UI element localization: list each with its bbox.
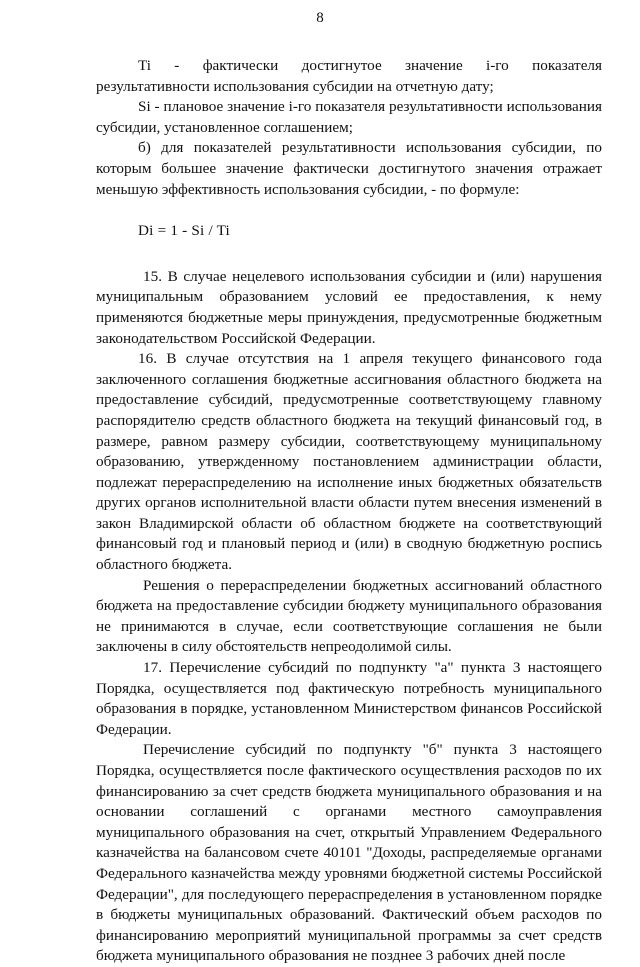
paragraph-ti-definition: Ti - фактически достигнутое значение i-го показателя результативности использования субсидии на отчетную дату; bbox=[96, 57, 602, 95]
paragraph-16-decisions: Решения о перераспределении бюджетных ассигнований областного бюджета на предоставление субсидии бюджету муниципального образования не принимаются в случае, если соответствующие соглашения не были заключены в силу обстоятельств непреодолимой силы. bbox=[96, 576, 602, 656]
paragraph-16: 16. В случае отсутствия на 1 апреля текущего финансового года заключенного соглашения бюджетные ассигнования областного бюджета на предоставление субсидий, предусмотренные соответствующему главному распорядителю средств областного бюджета на текущий финансовый год, в размере, равном размеру субсидии, соответствующему муниципальному образованию, утвержденному постановлением администрации области, подлежат перераспределению на исполнение иных бюджетных обязательств других органов исполнительной власти области путем внесения изменений в закон Владимирской области об областном бюджете на соответствующий финансовый год и плановый период и (или) в сводную бюджетную роспись областного бюджета. bbox=[96, 350, 602, 574]
document-body bbox=[96, 56, 602, 967]
formula-di: Di = 1 - Si / Ti bbox=[138, 222, 230, 240]
paragraph-17: 17. Перечисление субсидий по подпункту "а" пункта 3 настоящего Порядка, осуществляется под фактическую потребность муниципального образования в порядке, установленном Министерством финансов Российской Федерации. bbox=[96, 659, 602, 738]
paragraph-si-definition: Si - плановое значение i-го показателя результативности использования субсидии, установленное соглашением; bbox=[96, 98, 602, 136]
paragraph-15: 15. В случае нецелевого использования субсидии и (или) нарушения муниципальным образованием условий ее предоставления, к нему применяются бюджетные меры принуждения, предусмотренные бюджетным законодательством Российской Федерации. bbox=[96, 267, 602, 347]
page-number: 8 bbox=[316, 10, 324, 26]
paragraph-17-subsidy-b: Перечисление субсидий по подпункту "б" пункта 3 настоящего Порядка, осуществляется после фактического осуществления расходов по их финансированию за счет средств бюджета муниципального образования и на основании соглашений с органами местного самоуправления муниципального образования на счет, открытый Управлением Федерального казначейства на балансовом счете 40101 "Доходы, распределяемые органами Федерального казначейства между уровнями бюджетной системы Российской Федерации", для последующего перераспределения в установленном порядке в бюджеты муниципальных образований. Фактический объем расходов по финансированию мероприятий муниципальной программы за счет средств бюджета муниципального образования не позднее 3 рабочих дней после bbox=[96, 741, 602, 965]
paragraph-b-formula-intro: б) для показателей результативности использования субсидии, по которым большее значение фактически достигнутого значения отражает меньшую эффективность использования субсидии, - по формуле: bbox=[96, 139, 602, 198]
